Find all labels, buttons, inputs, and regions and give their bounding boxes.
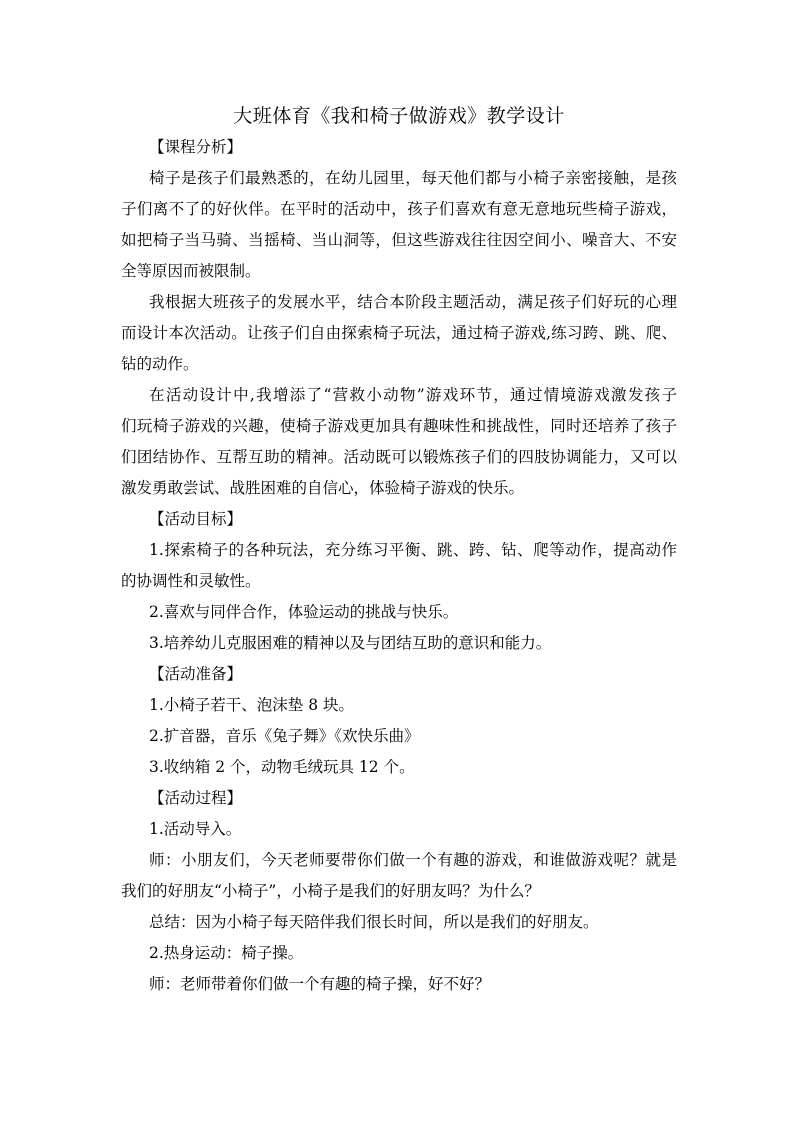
text-line: 2.扩音器，音乐《兔子舞》《欢快乐曲》 [149,727,420,745]
text-line: 全等原因而被限制。 [121,262,261,280]
text-line: 【活动准备】 [149,665,243,683]
text-line: 【活动目标】 [149,510,243,528]
text-line: 激发勇敢尝试、战胜困难的自信心，体验椅子游戏的快乐。 [121,479,525,497]
text-line: 而设计本次活动。让孩子们自由探索椅子玩法，通过椅子游戏,练习跨、跳、爬、 [121,324,677,342]
text-line: 如把椅子当马骑、当摇椅、当山洞等，但这些游戏往往因空间小、噪音大、不安 [121,231,677,249]
document-page [121,100,677,1000]
text-line: 2.热身运动：椅子操。 [149,944,304,962]
text-line: 们玩椅子游戏的兴趣，使椅子游戏更加具有趣味性和挑战性，同时还培养了孩子 [121,417,677,435]
text-line: 【活动过程】 [149,789,243,807]
text-line: 【课程分析】 [149,138,243,156]
text-line: 2.喜欢与同伴合作，体验运动的挑战与快乐。 [149,603,459,621]
document-body [121,132,677,1000]
text-line: 钻的动作。 [121,355,199,373]
text-line: 师：老师带着你们做一个有趣的椅子操，好不好？ [149,975,491,993]
text-line: 子们离不了的好伙伴。在平时的活动中，孩子们喜欢有意无意地玩些椅子游戏， [121,200,677,218]
text-line: 的协调性和灵敏性。 [121,572,261,590]
text-line: 3.收纳箱 2 个，动物毛绒玩具 12 个。 [149,758,415,776]
text-line: 1.活动导入。 [149,820,242,838]
text-line: 1.探索椅子的各种玩法，充分练习平衡、跳、跨、钻、爬等动作，提高动作 [149,541,677,559]
text-line: 总结：因为小椅子每天陪伴我们很长时间，所以是我们的好朋友。 [149,913,599,931]
text-line: 我根据大班孩子的发展水平，结合本阶段主题活动，满足孩子们好玩的心理 [149,293,677,311]
text-line: 们团结协作、互帮互助的精神。活动既可以锻炼孩子们的四肢协调能力，又可以 [121,448,677,466]
text-line: 椅子是孩子们最熟悉的，在幼儿园里，每天他们都与小椅子亲密接触，是孩 [149,169,677,187]
document-title: 大班体育《我和椅子做游戏》教学设计 [233,105,565,127]
text-line: 在活动设计中,我增添了“营救小动物”游戏环节，通过情境游戏激发孩子 [149,386,677,404]
text-line: 师：小朋友们，今天老师要带你们做一个有趣的游戏，和谁做游戏呢？就是 [149,851,677,869]
text-line: 我们的好朋友“小椅子”，小椅子是我们的好朋友吗？为什么？ [121,882,540,900]
text-line: 3.培养幼儿克服困难的精神以及与团结互助的意识和能力。 [149,634,552,652]
text-line: 1.小椅子若干、泡沫垫 8 块。 [149,696,355,714]
